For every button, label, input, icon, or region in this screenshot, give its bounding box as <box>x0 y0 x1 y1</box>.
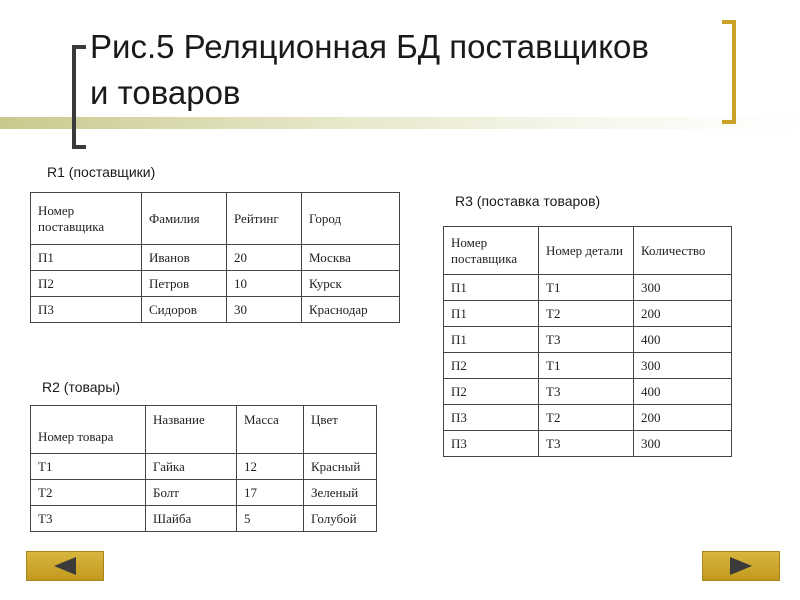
header-cell: Масса <box>237 406 304 454</box>
table-cell: Гайка <box>146 454 237 480</box>
header-cell: Фамилия <box>142 193 227 245</box>
slide-title-line1: Рис.5 Реляционная БД поставщиков <box>90 28 649 65</box>
header-cell: Город <box>302 193 400 245</box>
header-cell: Номер поставщика <box>444 227 539 275</box>
table-row <box>31 480 377 506</box>
header-cell: Цвет <box>304 406 377 454</box>
table-cell: Т2 <box>539 301 634 327</box>
table-cell: 5 <box>237 506 304 532</box>
table-cell: 300 <box>634 353 732 379</box>
table-cell: 12 <box>237 454 304 480</box>
next-slide-button[interactable] <box>702 551 780 581</box>
table-cell: П1 <box>444 275 539 301</box>
r2-label: R2 (товары) <box>42 379 121 395</box>
title-decor-band <box>0 117 800 129</box>
left-bracket-decor <box>72 45 86 149</box>
table-cell: Т3 <box>539 327 634 353</box>
r1-table <box>30 192 400 323</box>
table-cell: П3 <box>444 431 539 457</box>
table-cell: Т3 <box>539 431 634 457</box>
table-row <box>444 353 732 379</box>
table-cell: Т3 <box>539 379 634 405</box>
r1-label: R1 (поставщики) <box>47 164 156 180</box>
table-cell: 300 <box>634 275 732 301</box>
table-cell: Петров <box>142 271 227 297</box>
table-cell: Краснодар <box>302 297 400 323</box>
slide-title-line2: и товаров <box>90 74 241 111</box>
table-row <box>31 454 377 480</box>
previous-slide-button[interactable] <box>26 551 104 581</box>
table-cell: Т3 <box>31 506 146 532</box>
table-cell: 400 <box>634 327 732 353</box>
table-cell: Т2 <box>31 480 146 506</box>
table-cell: Болт <box>146 480 237 506</box>
header-cell: Номер детали <box>539 227 634 275</box>
table-cell: Курск <box>302 271 400 297</box>
table-cell: 20 <box>227 245 302 271</box>
table-cell: Сидоров <box>142 297 227 323</box>
table-cell: Т1 <box>539 275 634 301</box>
table-row <box>444 301 732 327</box>
table-row <box>444 405 732 431</box>
header-cell: Название <box>146 406 237 454</box>
table-header-row <box>31 406 377 454</box>
table-cell: Т1 <box>539 353 634 379</box>
r3-table <box>443 226 732 457</box>
header-cell: Номер товара <box>31 406 146 454</box>
table-cell: П2 <box>444 353 539 379</box>
header-cell: Количество <box>634 227 732 275</box>
table-cell: Зеленый <box>304 480 377 506</box>
table-cell: 30 <box>227 297 302 323</box>
table-row <box>31 245 400 271</box>
header-cell: Рейтинг <box>227 193 302 245</box>
table-row <box>444 275 732 301</box>
table-cell: Шайба <box>146 506 237 532</box>
triangle-right-icon <box>730 557 752 575</box>
triangle-left-icon <box>54 557 76 575</box>
table-cell: П1 <box>444 327 539 353</box>
table-cell: Красный <box>304 454 377 480</box>
table-cell: Т1 <box>31 454 146 480</box>
table-header-row <box>31 193 400 245</box>
header-cell: Номер поставщика <box>31 193 142 245</box>
r2-table <box>30 405 377 532</box>
table-cell: Голубой <box>304 506 377 532</box>
table-header-row <box>444 227 732 275</box>
table-cell: 10 <box>227 271 302 297</box>
table-cell: П1 <box>444 301 539 327</box>
table-cell: П2 <box>31 271 142 297</box>
table-cell: П3 <box>31 297 142 323</box>
table-row <box>444 431 732 457</box>
table-cell: 200 <box>634 405 732 431</box>
table-cell: П3 <box>444 405 539 431</box>
table-cell: Иванов <box>142 245 227 271</box>
table-row <box>444 327 732 353</box>
table-cell: Т2 <box>539 405 634 431</box>
table-cell: П1 <box>31 245 142 271</box>
table-row <box>31 297 400 323</box>
table-row <box>444 379 732 405</box>
table-cell: 400 <box>634 379 732 405</box>
table-row <box>31 506 377 532</box>
slide-title <box>90 24 770 116</box>
r3-label: R3 (поставка товаров) <box>455 193 601 209</box>
table-cell: 200 <box>634 301 732 327</box>
table-row <box>31 271 400 297</box>
table-cell: Москва <box>302 245 400 271</box>
table-cell: 300 <box>634 431 732 457</box>
table-cell: 17 <box>237 480 304 506</box>
table-cell: П2 <box>444 379 539 405</box>
